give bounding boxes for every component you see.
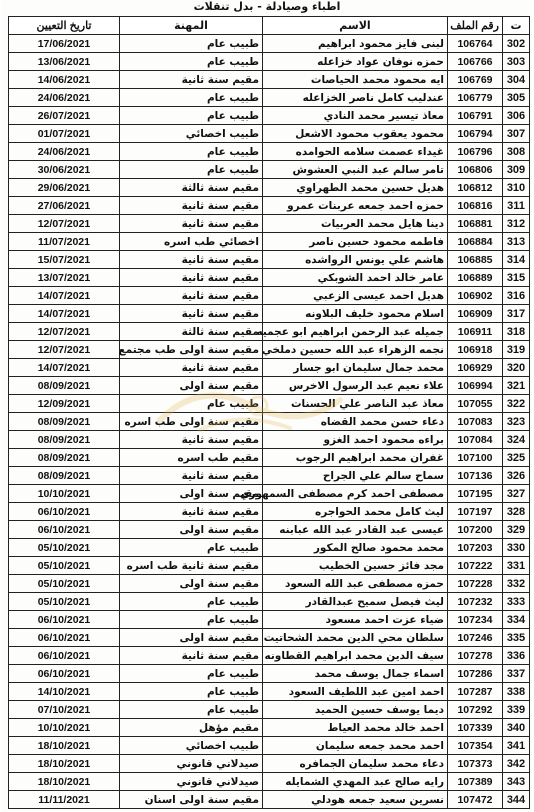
cell-name: دينا هايل محمد العربيات	[263, 215, 448, 233]
document-title: اطباء وصيادلة - بدل تنقلات	[193, 0, 341, 13]
cell-file-number: 107197	[448, 503, 503, 521]
cell-name: ضياء عزت احمد مسعود	[263, 611, 448, 629]
cell-number: 331	[503, 557, 530, 575]
cell-profession: مقيم سنة اولى	[120, 575, 263, 593]
cell-profession: طبيب اخصائي	[120, 737, 263, 755]
table-header-row	[9, 17, 530, 35]
cell-number: 314	[503, 251, 530, 269]
cell-name: هديل حسين محمد الطهراوي	[263, 179, 448, 197]
cell-profession: طبيب عام	[120, 35, 263, 53]
table-row	[9, 197, 530, 215]
cell-name: معاذ عبد الناصر علي الحسنات	[263, 395, 448, 413]
cell-file-number: 107278	[448, 647, 503, 665]
cell-appointment-date: 26/07/2021	[9, 107, 120, 125]
cell-file-number: 106764	[448, 35, 503, 53]
cell-number: 341	[503, 737, 530, 755]
cell-appointment-date: 07/10/2021	[9, 701, 120, 719]
cell-appointment-date: 14/06/2021	[9, 71, 120, 89]
cell-file-number: 106889	[448, 269, 503, 287]
cell-name: مصطفى احمد كرم مصطفى السمهوري	[263, 485, 448, 503]
cell-profession: مقيم سنة ثانية	[120, 359, 263, 377]
cell-profession: طبيب عام	[120, 395, 263, 413]
cell-file-number: 106918	[448, 341, 503, 359]
cell-name: لبنى فايز محمود ابراهيم	[263, 35, 448, 53]
table-row	[9, 305, 530, 323]
header-profession: المهنة	[120, 17, 263, 35]
cell-profession: مقيم سنة اولى طب اسره	[120, 413, 263, 431]
cell-appointment-date: 18/10/2021	[9, 737, 120, 755]
cell-name: عامر خالد احمد الشوبكي	[263, 269, 448, 287]
cell-name: براءه محمود احمد الغزو	[263, 431, 448, 449]
cell-number: 309	[503, 161, 530, 179]
cell-name: حمزه نوفان عواد خزاعله	[263, 53, 448, 71]
table-row	[9, 755, 530, 773]
cell-appointment-date: 27/06/2021	[9, 197, 120, 215]
cell-number: 330	[503, 539, 530, 557]
table-row	[9, 521, 530, 539]
cell-file-number: 107373	[448, 755, 503, 773]
cell-number: 329	[503, 521, 530, 539]
cell-profession: مقيم سنة ثانية	[120, 251, 263, 269]
cell-file-number: 106929	[448, 359, 503, 377]
header-name: الاسم	[263, 17, 448, 35]
cell-number: 334	[503, 611, 530, 629]
table-body	[9, 35, 530, 809]
cell-name: محمد جمال سليمان ابو جسار	[263, 359, 448, 377]
cell-number: 337	[503, 665, 530, 683]
cell-name: ايه محمود محمد الحياصات	[263, 71, 448, 89]
cell-file-number: 107200	[448, 521, 503, 539]
cell-appointment-date: 08/09/2021	[9, 431, 120, 449]
cell-profession: مقيم سنة ثانية	[120, 287, 263, 305]
cell-file-number: 106884	[448, 233, 503, 251]
cell-appointment-date: 12/07/2021	[9, 215, 120, 233]
cell-appointment-date: 12/09/2021	[9, 395, 120, 413]
header-appointment-date: تاريخ التعيين	[9, 17, 120, 35]
cell-name: عيسى عبد القادر عبد الله عبابنه	[263, 521, 448, 539]
cell-profession: مقيم سنة ثانية	[120, 71, 263, 89]
cell-file-number: 106885	[448, 251, 503, 269]
table-row	[9, 539, 530, 557]
cell-appointment-date: 14/07/2021	[9, 305, 120, 323]
cell-profession: صيدلاني قانوني	[120, 755, 263, 773]
table-row	[9, 629, 530, 647]
cell-file-number: 107228	[448, 575, 503, 593]
table-row	[9, 611, 530, 629]
cell-name: احمد محمد جمعه سليمان	[263, 737, 448, 755]
cell-profession: طبيب اخصائي	[120, 125, 263, 143]
cell-file-number: 106994	[448, 377, 503, 395]
table-row	[9, 89, 530, 107]
cell-file-number: 107234	[448, 611, 503, 629]
cell-file-number: 107222	[448, 557, 503, 575]
cell-appointment-date: 08/09/2021	[9, 413, 120, 431]
cell-appointment-date: 30/06/2021	[9, 161, 120, 179]
cell-profession: مقيم سنة ثانية	[120, 647, 263, 665]
table-row	[9, 413, 530, 431]
table-row	[9, 143, 530, 161]
cell-number: 306	[503, 107, 530, 125]
cell-name: حمزه احمد جمعه عربنات عمرو	[263, 197, 448, 215]
cell-number: 335	[503, 629, 530, 647]
table-row	[9, 431, 530, 449]
table-row	[9, 215, 530, 233]
cell-appointment-date: 12/07/2021	[9, 323, 120, 341]
cell-number: 342	[503, 755, 530, 773]
cell-appointment-date: 05/10/2021	[9, 575, 120, 593]
cell-number: 311	[503, 197, 530, 215]
cell-profession: مقيم سنة ثانية	[120, 215, 263, 233]
cell-number: 303	[503, 53, 530, 71]
cell-file-number: 107055	[448, 395, 503, 413]
cell-name: سيف الدين محمد ابراهيم القطاونه	[263, 647, 448, 665]
cell-name: احمد امين عبد اللطيف السعود	[263, 683, 448, 701]
cell-appointment-date: 05/10/2021	[9, 539, 120, 557]
cell-appointment-date: 11/07/2021	[9, 233, 120, 251]
table-row	[9, 251, 530, 269]
cell-file-number: 106806	[448, 161, 503, 179]
cell-number: 340	[503, 719, 530, 737]
cell-name: هديل احمد عيسى الزعبي	[263, 287, 448, 305]
cell-appointment-date: 12/07/2021	[9, 341, 120, 359]
cell-file-number: 106766	[448, 53, 503, 71]
cell-number: 325	[503, 449, 530, 467]
cell-profession: مقيم مؤهل	[120, 719, 263, 737]
table-row	[9, 665, 530, 683]
cell-file-number: 107286	[448, 665, 503, 683]
cell-appointment-date: 17/06/2021	[9, 35, 120, 53]
cell-appointment-date: 13/07/2021	[9, 269, 120, 287]
cell-file-number: 106779	[448, 89, 503, 107]
table-row	[9, 701, 530, 719]
cell-file-number: 107246	[448, 629, 503, 647]
cell-appointment-date: 14/07/2021	[9, 359, 120, 377]
cell-number: 316	[503, 287, 530, 305]
cell-number: 302	[503, 35, 530, 53]
cell-profession: طبيب عام	[120, 611, 263, 629]
cell-appointment-date: 24/06/2021	[9, 89, 120, 107]
cell-profession: طبيب عام	[120, 701, 263, 719]
cell-profession: مقيم سنة اولى طب مجتمع	[120, 341, 263, 359]
cell-profession: مقيم سنة اولى	[120, 377, 263, 395]
cell-appointment-date: 10/10/2021	[9, 719, 120, 737]
cell-name: علاء نعيم عبد الرسول الاخرس	[263, 377, 448, 395]
header-file-number: رقم الملف	[448, 17, 503, 35]
table-row	[9, 323, 530, 341]
cell-profession: مقيم سنة ثالثة	[120, 323, 263, 341]
transfers-table	[8, 16, 530, 809]
cell-file-number: 107136	[448, 467, 503, 485]
cell-appointment-date: 01/07/2021	[9, 125, 120, 143]
cell-profession: مقيم سنة ثانية طب اسره	[120, 557, 263, 575]
cell-number: 333	[503, 593, 530, 611]
cell-profession: مقيم سنة اولى	[120, 485, 263, 503]
cell-name: محمود يعقوب محمود الاشعل	[263, 125, 448, 143]
cell-name: نجمه الزهراء عبد الله حسين دملخي	[263, 341, 448, 359]
cell-profession: مقيم سنة اولى	[120, 629, 263, 647]
cell-profession: طبيب عام	[120, 665, 263, 683]
cell-appointment-date: 11/11/2021	[9, 791, 120, 809]
cell-profession: طبيب عام	[120, 683, 263, 701]
cell-number: 332	[503, 575, 530, 593]
cell-name: غيداء عصمت سلامه الحوامده	[263, 143, 448, 161]
cell-appointment-date: 15/07/2021	[9, 251, 120, 269]
cell-profession: مقيم سنة ثانية	[120, 305, 263, 323]
cell-number: 319	[503, 341, 530, 359]
cell-profession: طبيب عام	[120, 539, 263, 557]
cell-name: سلطان محي الدين محمد الشحاتيت	[263, 629, 448, 647]
cell-appointment-date: 06/10/2021	[9, 629, 120, 647]
cell-profession: مقيم طب اسره	[120, 449, 263, 467]
cell-file-number: 106796	[448, 143, 503, 161]
cell-number: 312	[503, 215, 530, 233]
cell-profession: مقيم سنة اولى اسنان	[120, 791, 263, 809]
cell-appointment-date: 10/10/2021	[9, 485, 120, 503]
cell-appointment-date: 08/09/2021	[9, 377, 120, 395]
table-row	[9, 35, 530, 53]
table-row	[9, 341, 530, 359]
cell-profession: طبيب عام	[120, 53, 263, 71]
table-row	[9, 503, 530, 521]
cell-profession: طبيب عام	[120, 143, 263, 161]
table-row	[9, 107, 530, 125]
cell-profession: مقيم سنة ثانية	[120, 431, 263, 449]
cell-number: 339	[503, 701, 530, 719]
cell-number: 326	[503, 467, 530, 485]
cell-appointment-date: 06/10/2021	[9, 503, 120, 521]
cell-name: فاطمه محمود حسين ناصر	[263, 233, 448, 251]
cell-file-number: 106909	[448, 305, 503, 323]
cell-number: 338	[503, 683, 530, 701]
cell-profession: مقيم سنة ثالثة	[120, 179, 263, 197]
cell-appointment-date: 05/10/2021	[9, 557, 120, 575]
table-row	[9, 395, 530, 413]
cell-number: 318	[503, 323, 530, 341]
cell-number: 304	[503, 71, 530, 89]
cell-name: سماح سالم علي الجراح	[263, 467, 448, 485]
table-row	[9, 773, 530, 791]
cell-profession: مقيم سنة ثانية	[120, 467, 263, 485]
table-row	[9, 161, 530, 179]
header-number: ت	[503, 17, 530, 35]
table-row	[9, 791, 530, 809]
cell-name: عندليب كامل ناصر الخزاعله	[263, 89, 448, 107]
table-row	[9, 557, 530, 575]
cell-number: 344	[503, 791, 530, 809]
cell-number: 315	[503, 269, 530, 287]
cell-name: تامر سالم عبد النبي العشوش	[263, 161, 448, 179]
cell-number: 336	[503, 647, 530, 665]
cell-file-number: 106794	[448, 125, 503, 143]
cell-appointment-date: 13/06/2021	[9, 53, 120, 71]
cell-number: 317	[503, 305, 530, 323]
cell-name: احمد خالد محمد العياط	[263, 719, 448, 737]
cell-file-number: 107287	[448, 683, 503, 701]
table-row	[9, 719, 530, 737]
cell-name: هاشم علي يونس الرواشده	[263, 251, 448, 269]
cell-profession: طبيب عام	[120, 107, 263, 125]
cell-profession: مقيم سنة ثانية	[120, 197, 263, 215]
cell-appointment-date: 06/10/2021	[9, 665, 120, 683]
cell-file-number: 107083	[448, 413, 503, 431]
cell-appointment-date: 29/06/2021	[9, 179, 120, 197]
cell-file-number: 107084	[448, 431, 503, 449]
table-row	[9, 737, 530, 755]
cell-file-number: 107292	[448, 701, 503, 719]
cell-profession: مقيم سنة ثانية	[120, 503, 263, 521]
cell-number: 307	[503, 125, 530, 143]
cell-profession: طبيب عام	[120, 593, 263, 611]
cell-number: 327	[503, 485, 530, 503]
table-row	[9, 53, 530, 71]
cell-appointment-date: 14/10/2021	[9, 683, 120, 701]
cell-number: 305	[503, 89, 530, 107]
cell-appointment-date: 06/10/2021	[9, 611, 120, 629]
cell-number: 328	[503, 503, 530, 521]
table-row	[9, 359, 530, 377]
cell-number: 324	[503, 431, 530, 449]
table-row	[9, 125, 530, 143]
cell-file-number: 107203	[448, 539, 503, 557]
cell-name: محمد محمود صالح المكور	[263, 539, 448, 557]
cell-name: غفران محمد ابراهيم الرجوب	[263, 449, 448, 467]
cell-name: دعاء محمد سليمان الجمافره	[263, 755, 448, 773]
cell-name: ليث فيصل سميح عبدالقادر	[263, 593, 448, 611]
table-row	[9, 287, 530, 305]
cell-number: 320	[503, 359, 530, 377]
cell-profession: طبيب عام	[120, 161, 263, 179]
cell-name: جميله عبد الرحمن ابراهيم ابو عجميه	[263, 323, 448, 341]
cell-name: اسلام محمود خليف البلاونه	[263, 305, 448, 323]
cell-profession: طبيب عام	[120, 89, 263, 107]
cell-name: مجد فائز حسين الخطيب	[263, 557, 448, 575]
cell-name: حمزه مصطفى عبد الله السعود	[263, 575, 448, 593]
cell-number: 322	[503, 395, 530, 413]
cell-profession: صيدلاني قانوني	[120, 773, 263, 791]
table-row	[9, 449, 530, 467]
cell-file-number: 106902	[448, 287, 503, 305]
cell-file-number: 107232	[448, 593, 503, 611]
cell-file-number: 106769	[448, 71, 503, 89]
cell-name: ديما يوسف حسين الحميد	[263, 701, 448, 719]
cell-name: رايه صالح عبد المهدي الشمايله	[263, 773, 448, 791]
cell-appointment-date: 06/10/2021	[9, 521, 120, 539]
cell-file-number: 107100	[448, 449, 503, 467]
cell-appointment-date: 18/10/2021	[9, 773, 120, 791]
cell-file-number: 106816	[448, 197, 503, 215]
cell-number: 323	[503, 413, 530, 431]
cell-file-number: 107389	[448, 773, 503, 791]
cell-file-number: 106881	[448, 215, 503, 233]
table-row	[9, 647, 530, 665]
cell-name: اسماء جمال يوسف محمد	[263, 665, 448, 683]
cell-file-number: 107472	[448, 791, 503, 809]
table-row	[9, 71, 530, 89]
table-row	[9, 179, 530, 197]
table-row	[9, 593, 530, 611]
cell-profession: مقيم سنة ثانية	[120, 269, 263, 287]
table-row	[9, 467, 530, 485]
cell-profession: اخصائي طب اسره	[120, 233, 263, 251]
cell-appointment-date: 06/10/2021	[9, 647, 120, 665]
cell-file-number: 106911	[448, 323, 503, 341]
cell-appointment-date: 24/06/2021	[9, 143, 120, 161]
cell-number: 343	[503, 773, 530, 791]
cell-appointment-date: 14/07/2021	[9, 287, 120, 305]
cell-name: ليث كامل محمد الحواجره	[263, 503, 448, 521]
cell-number: 321	[503, 377, 530, 395]
cell-number: 313	[503, 233, 530, 251]
cell-file-number: 107195	[448, 485, 503, 503]
table-row	[9, 269, 530, 287]
table-row	[9, 233, 530, 251]
cell-profession: مقيم سنة اولى	[120, 521, 263, 539]
cell-name: معاذ تيسير محمد النادي	[263, 107, 448, 125]
table-row	[9, 485, 530, 503]
cell-file-number: 106812	[448, 179, 503, 197]
cell-appointment-date: 18/10/2021	[9, 755, 120, 773]
table-row	[9, 377, 530, 395]
cell-appointment-date: 05/10/2021	[9, 593, 120, 611]
document-page	[2, 0, 532, 812]
table-row	[9, 683, 530, 701]
cell-file-number: 106791	[448, 107, 503, 125]
cell-number: 310	[503, 179, 530, 197]
table-row	[9, 575, 530, 593]
cell-appointment-date: 08/09/2021	[9, 467, 120, 485]
cell-number: 308	[503, 143, 530, 161]
cell-name: دعاء حسن محمد القضاه	[263, 413, 448, 431]
cell-name: نسرين سعيد جمعه هودلي	[263, 791, 448, 809]
cell-file-number: 107354	[448, 737, 503, 755]
cell-appointment-date: 08/09/2021	[9, 449, 120, 467]
cell-file-number: 107339	[448, 719, 503, 737]
